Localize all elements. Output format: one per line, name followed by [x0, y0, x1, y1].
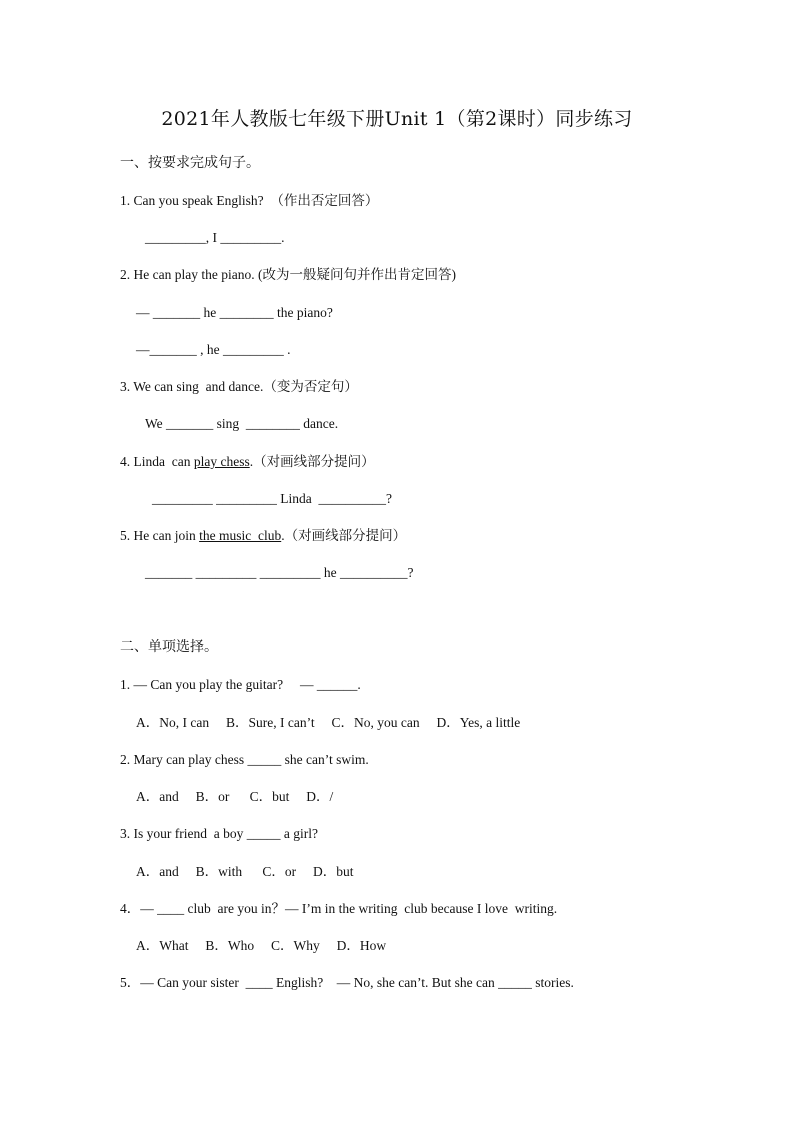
section2-heading: 二、单项选择。 — [120, 640, 218, 655]
s1-q1-text: 1. Can you speak English? （作出否定回答） — [120, 193, 379, 208]
section1-heading: 一、按要求完成句子。 — [120, 156, 260, 171]
s1-q4-text — [120, 453, 375, 471]
s2-q1-text: 1. — Can you play the guitar? — ______. — [120, 677, 361, 692]
s1-q5-underlined: the music club — [199, 528, 282, 543]
s1-q4-underlined: play chess — [193, 454, 250, 469]
s1-q3-text: 3. We can sing and dance.（变为否定句） — [120, 379, 358, 394]
s1-q2-answer-1: — _______ he ________ the piano? — [136, 305, 333, 320]
s1-q5-post: .（对画线部分提问） — [281, 528, 407, 543]
s2-q2-options: A．and B．or C．but D．/ — [136, 789, 334, 804]
s1-q4-pre: 4. Linda can — [120, 454, 194, 469]
s2-q3-text: 3. Is your friend a boy _____ a girl? — [120, 826, 318, 841]
s1-q5-text — [120, 527, 406, 545]
s1-q5-pre: 5. He can join — [120, 528, 200, 543]
s2-q4-options: A．What B．Who C．Why D．How — [136, 938, 387, 953]
page-title: 2021年人教版七年级下册Unit 1（第2课时）同步练习 — [161, 108, 633, 130]
s1-q5-answer: _______ _________ _________ he __________? — [145, 565, 414, 580]
s1-q4-post: .（对画线部分提问） — [249, 454, 375, 469]
s2-q2-text: 2. Mary can play chess _____ she can’t swim. — [120, 752, 369, 767]
s1-q1-answer: _________, I _________. — [145, 230, 285, 245]
s1-q3-answer: We _______ sing ________ dance. — [145, 416, 339, 431]
s2-q4-text: 4．— ____ club are you in？— I’m in the writing club because I love writing. — [120, 901, 558, 916]
s1-q4-answer: _________ _________ Linda __________? — [152, 491, 392, 506]
s1-q2-answer-2: —_______ , he _________ . — [136, 342, 291, 357]
s2-q5-text: 5．— Can your sister ____ English? — No, she can’t. But she can _____ stories. — [120, 975, 574, 990]
s1-q2-text: 2. He can play the piano. (改为一般疑问句并作出肯定回答) — [120, 267, 456, 282]
s2-q1-options: A．No, I can B．Sure, I can’t C．No, you can D．Yes, a little — [136, 715, 521, 730]
s2-q3-options: A．and B．with C．or D．but — [136, 864, 354, 879]
